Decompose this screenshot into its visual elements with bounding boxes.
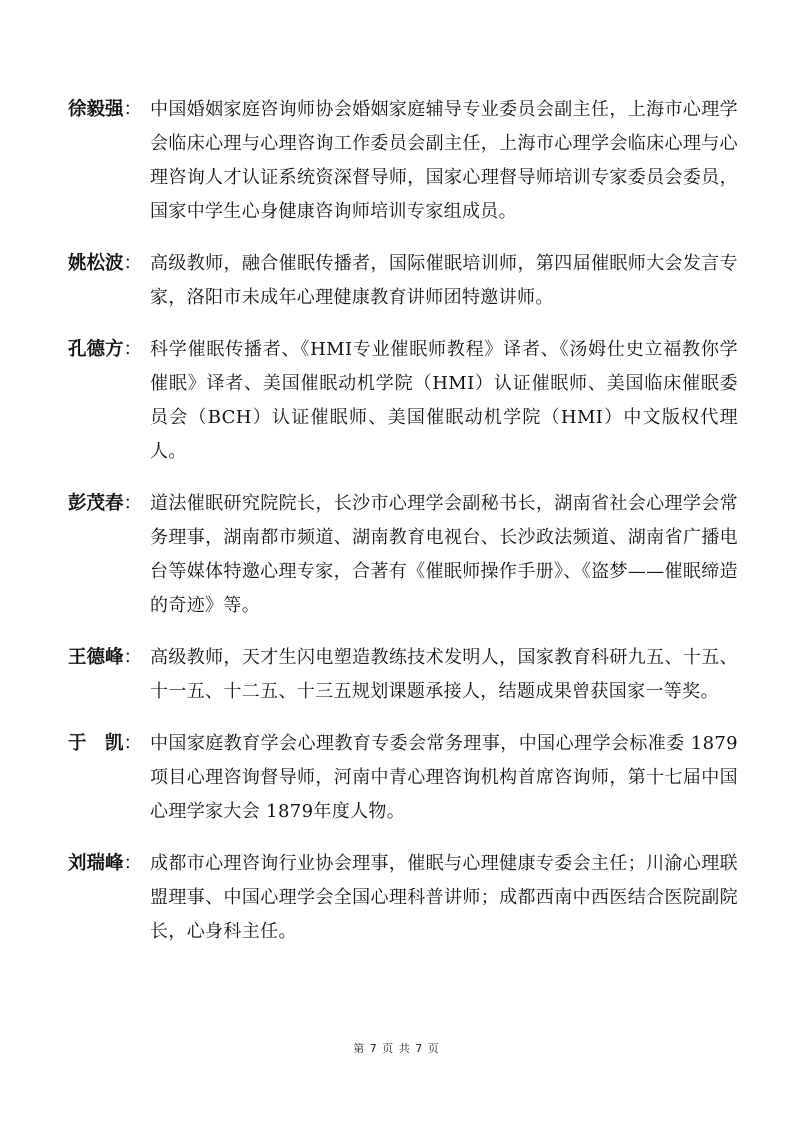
- biography-entry: [68, 247, 738, 315]
- name-separator: ：: [123, 339, 143, 360]
- person-name: [68, 487, 150, 521]
- person-biography: 高级教师，天才生闪电塑造教练技术发明人，国家教育科研九五、十五、十一五、十二五、十三五规划课题承接人，结题成果曾获国家一等奖。: [150, 647, 738, 702]
- name-separator: ：: [123, 253, 143, 274]
- biography-entry: [68, 641, 738, 709]
- person-name-text: 于 凯: [68, 733, 124, 754]
- name-separator: ：: [123, 647, 143, 668]
- biography-entry: [68, 727, 738, 829]
- person-name: [68, 247, 150, 281]
- person-name-text: 徐毅强: [68, 99, 124, 120]
- person-name-text: 姚松波: [68, 253, 124, 274]
- person-biography: 科学催眠传播者、《HMI专业催眠师教程》译者、《汤姆仕史立福教你学催眠》译者、美国催眠动机学院（HMI）认证催眠师、美国临床催眠委员会（BCH）认证催眠师、美国催眠动机学院（HMI）中文版权代理人。: [150, 339, 738, 462]
- person-name: [68, 727, 150, 761]
- biography-entry: [68, 487, 738, 623]
- name-separator: ：: [123, 99, 143, 120]
- biography-entry: [68, 333, 738, 469]
- person-biography: 中国婚姻家庭咨询师协会婚姻家庭辅导专业委员会副主任，上海市心理学会临床心理与心理咨询工作委员会副主任，上海市心理学会临床心理与心理咨询人才认证系统资深督导师，国家心理督导师培训专家委员会委员，国家中学生心身健康咨询师培训专家组成员。: [150, 99, 738, 222]
- person-biography: 中国家庭教育学会心理教育专委会常务理事，中国心理学会标准委 1879项目心理咨询督导师，河南中青心理咨询机构首席咨询师，第十七届中国心理学家大会 1879年度人物。: [150, 733, 738, 822]
- person-name: [68, 333, 150, 367]
- person-biography: 高级教师，融合催眠传播者，国际催眠培训师，第四届催眠师大会发言专家，洛阳市未成年心理健康教育讲师团特邀讲师。: [150, 253, 738, 308]
- name-separator: ：: [123, 493, 143, 514]
- name-separator: ：: [123, 853, 143, 874]
- person-name: [68, 93, 150, 127]
- person-name: [68, 847, 150, 881]
- person-name-text: 刘瑞峰: [68, 853, 124, 874]
- person-name-text: 彭茂春: [68, 493, 124, 514]
- name-separator: ：: [123, 733, 143, 754]
- biography-entry: [68, 847, 738, 949]
- person-name-text: 王德峰: [68, 647, 124, 668]
- biography-entry: [68, 93, 738, 229]
- biography-list: [68, 93, 738, 967]
- person-name-text: 孔德方: [68, 339, 124, 360]
- person-biography: 道法催眠研究院院长，长沙市心理学会副秘书长，湖南省社会心理学会常务理事，湖南都市频道、湖南教育电视台、长沙政法频道、湖南省广播电台等媒体特邀心理专家，合著有《催眠师操作手册》、《盗梦——催眠缔造的奇迹》等。: [150, 493, 738, 616]
- page-number-footer: 第 7 页 共 7 页: [353, 1042, 440, 1055]
- person-name: [68, 641, 150, 675]
- person-biography: 成都市心理咨询行业协会理事，催眠与心理健康专委会主任；川渝心理联盟理事、中国心理学会全国心理科普讲师；成都西南中西医结合医院副院长，心身科主任。: [150, 853, 738, 942]
